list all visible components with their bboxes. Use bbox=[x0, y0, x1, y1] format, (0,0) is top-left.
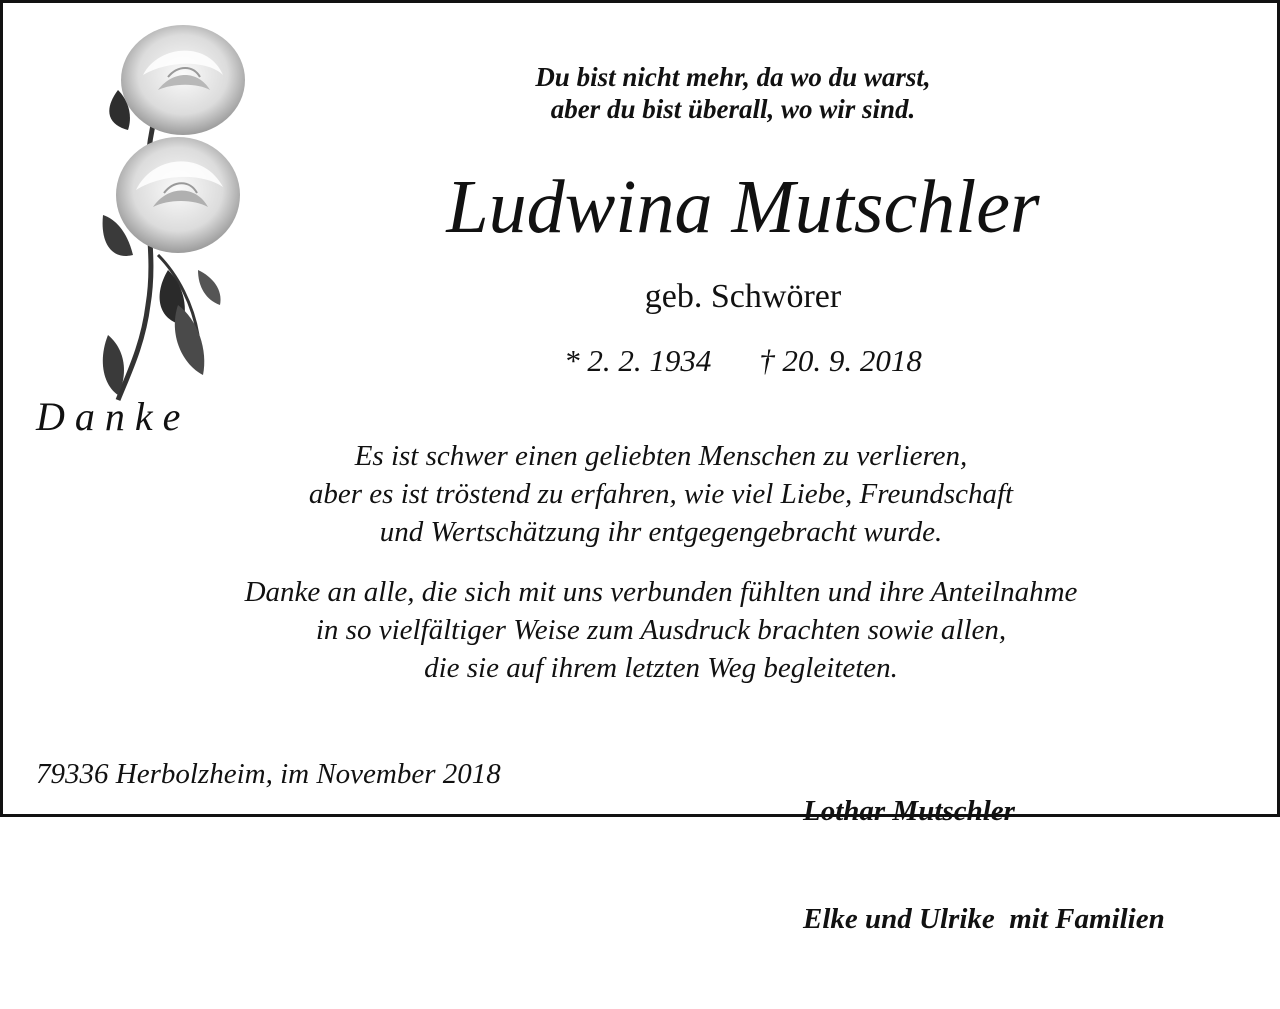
text-line: und Wertschätzung ihr entgegengebracht wurde. bbox=[379, 516, 943, 548]
thanks-paragraph-2 bbox=[143, 573, 1179, 687]
place-and-date: 79336 Herbolzheim, im November 2018 bbox=[36, 758, 501, 790]
deceased-name: Ludwina Mutschler bbox=[446, 165, 1040, 249]
motto-line: Du bist nicht mehr, da wo du warst, bbox=[535, 62, 931, 92]
signer-line: Lothar Mutschler bbox=[803, 795, 1015, 827]
text-line: in so vielfältiger Weise zum Ausdruck brachten sowie allen, bbox=[315, 614, 1007, 646]
text-line: Es ist schwer einen geliebten Menschen zu verlieren, bbox=[354, 440, 968, 472]
danke-label: Danke bbox=[36, 394, 191, 439]
signers bbox=[803, 721, 1165, 1009]
thanks-paragraph-1 bbox=[143, 437, 1179, 551]
text-line: Danke an alle, die sich mit uns verbunden fühlten und ihre Anteilnahme bbox=[244, 576, 1078, 608]
birth-date: * 2. 2. 1934 bbox=[564, 343, 712, 378]
motto bbox=[463, 61, 1003, 125]
life-dates bbox=[443, 341, 1043, 381]
text-line: die sie auf ihrem letzten Weg begleiteten. bbox=[424, 652, 898, 684]
text-line: aber es ist tröstend zu erfahren, wie viel Liebe, Freundschaft bbox=[308, 478, 1014, 510]
death-date: † 20. 9. 2018 bbox=[759, 343, 922, 378]
motto-line: aber du bist überall, wo wir sind. bbox=[550, 94, 916, 124]
signer-line: Elke und Ulrike mit Familien bbox=[803, 903, 1165, 935]
rose-illustration bbox=[98, 15, 248, 405]
maiden-name: geb. Schwörer bbox=[644, 278, 842, 315]
